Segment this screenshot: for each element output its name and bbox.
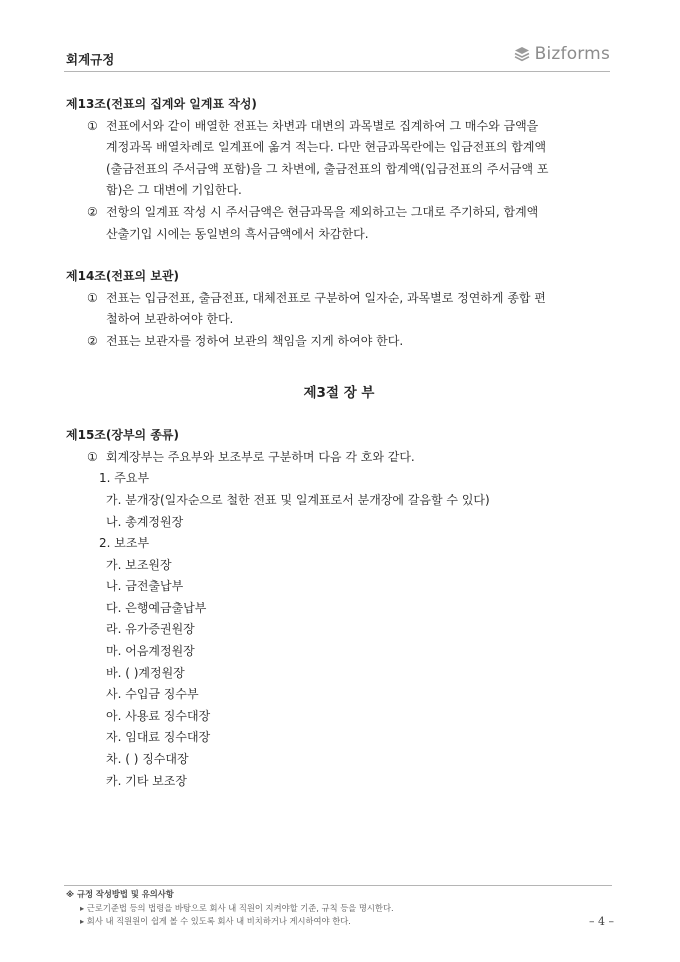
list-item: 사. 수입금 징수부 xyxy=(106,687,199,702)
para-line: 철하여 보관하여야 한다. xyxy=(106,312,234,327)
article-14-para-1 xyxy=(66,288,612,331)
para-line: 계정과목 배열차례로 일계표에 옮겨 적는다. 다만 현금과목란에는 입금전표의 합계액 xyxy=(106,140,547,155)
stacked-layers-icon xyxy=(513,45,531,63)
article-15-para-1 xyxy=(66,447,612,469)
para-number: ② xyxy=(87,333,98,348)
para-number: ① xyxy=(87,449,98,464)
list-item: 자. 임대료 징수대장 xyxy=(106,730,211,745)
article-13-para-2 xyxy=(66,202,612,245)
footer-note-title: ※ 규정 작성방법 및 유의사항 xyxy=(66,889,174,899)
footer-divider xyxy=(64,885,612,886)
list-item: 가. 보조원장 xyxy=(106,557,172,572)
para-number: ② xyxy=(87,204,98,219)
article-13-title: 제13조(전표의 집계와 일계표 작성) xyxy=(66,97,257,111)
list-item: 다. 은행예금출납부 xyxy=(106,600,207,615)
main-ledger-heading: 1. 주요부 xyxy=(99,471,150,486)
list-item: 라. 유가증권원장 xyxy=(106,622,195,637)
para-line: 산출기입 시에는 동일변의 흑서금액에서 차감한다. xyxy=(106,226,369,241)
list-item: 나. 금전출납부 xyxy=(106,579,184,594)
page-number: – 4 – xyxy=(589,915,614,928)
para-number: ① xyxy=(87,290,98,305)
para-line: 전표는 입금전표, 출금전표, 대체전표로 구분하여 일자순, 과목별로 정연하게 종합 편 xyxy=(106,290,546,305)
header-divider xyxy=(64,71,610,72)
list-item: 나. 총계정원장 xyxy=(106,514,184,529)
list-item: 바. ( )계정원장 xyxy=(106,665,185,680)
article-14-title: 제14조(전표의 보관) xyxy=(66,269,179,284)
logo-text: Bizforms xyxy=(534,44,610,64)
footer-bullet: ▸ 근로기준법 등의 법령을 바탕으로 회사 내 직원이 지켜야할 기준, 규칙 등을 명시한다. xyxy=(80,902,394,913)
footer-bullet: ▸ 회사 내 직원원이 쉽게 볼 수 있도록 회사 내 비치하거나 게시하여야 한다. xyxy=(80,916,351,926)
article-14-para-2 xyxy=(66,331,612,353)
bizforms-logo xyxy=(513,44,610,64)
list-item: 가. 분개장(일자순으로 철한 전표 및 일계표로서 분개장에 갈음할 수 있다) xyxy=(106,492,490,507)
document-body xyxy=(66,94,612,792)
para-line: 전표에서와 같이 배열한 전표는 차변과 대변의 과목별로 집계하여 그 매수와 금액을 xyxy=(106,118,539,133)
para-line: 전항의 일계표 작성 시 주서금액은 현금과목을 제외하고는 그대로 주기하되, 합계액 xyxy=(106,204,539,219)
article-15-title: 제15조(장부의 종류) xyxy=(66,428,179,443)
list-item: 차. ( ) 징수대장 xyxy=(106,752,189,767)
para-line: 함)은 그 대변에 기입한다. xyxy=(106,183,242,198)
sub-ledger-heading: 2. 보조부 xyxy=(99,536,150,551)
para-number: ① xyxy=(87,118,98,133)
document-header-title: 회계규정 xyxy=(66,52,115,67)
section-title: 제3절 장 부 xyxy=(303,384,375,401)
list-item: 아. 사용료 징수대장 xyxy=(106,708,211,723)
list-item: 마. 어음계정원장 xyxy=(106,644,195,659)
article-13-para-1 xyxy=(66,116,612,202)
footer-notes xyxy=(66,888,606,929)
list-item: 카. 기타 보조장 xyxy=(106,773,187,788)
para-line: 전표는 보관자를 정하여 보관의 책임을 지게 하여야 한다. xyxy=(106,333,404,348)
para-line: (출금전표의 주서금액 포함)을 그 차변에, 출금전표의 합계액(입금전표의 주서금액 포 xyxy=(106,161,549,176)
para-line: 회계장부는 주요부와 보조부로 구분하며 다음 각 호와 같다. xyxy=(106,449,415,464)
